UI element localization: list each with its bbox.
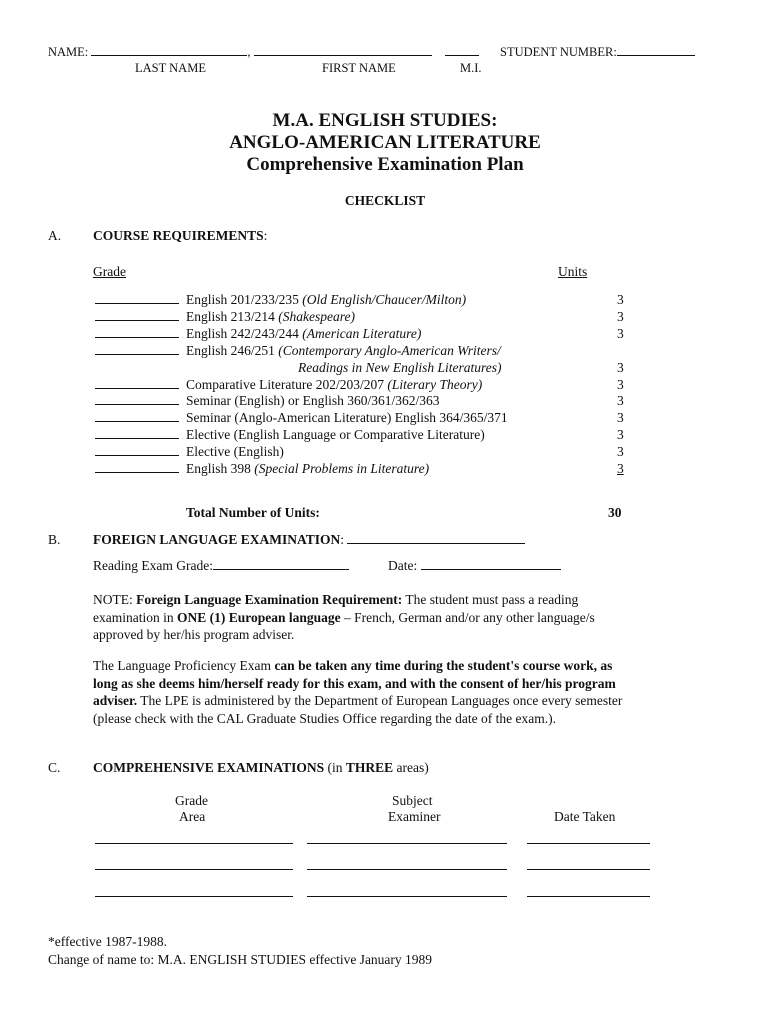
reading-grade-row [93, 558, 349, 574]
name-line [48, 45, 479, 60]
course-units: 3 [617, 359, 624, 375]
course-units: 3 [617, 393, 624, 409]
section-a-heading: COURSE REQUIREMENTS: [93, 228, 268, 243]
exam2-examiner-field[interactable] [307, 869, 507, 870]
subject-examiner-header-line2: Examiner [388, 809, 441, 824]
course-units: 3 [617, 308, 624, 324]
exam3-date-field[interactable] [527, 896, 650, 897]
course-units: 3 [617, 292, 624, 307]
section-b-heading: FOREIGN LANGUAGE EXAMINATION: [93, 532, 525, 548]
total-units-value: 30 [608, 505, 622, 520]
course-grade-field[interactable] [95, 303, 179, 304]
date-taken-header: Date Taken [554, 809, 616, 824]
total-units-label: Total Number of Units: [186, 505, 320, 520]
student-number-field[interactable] [617, 45, 695, 56]
course-grade-field[interactable] [95, 354, 179, 355]
section-a-letter: A. [48, 228, 62, 243]
last-name-field[interactable] [91, 45, 247, 56]
units-column-header: Units [558, 264, 588, 279]
subject-examiner-header-line1: Subject [392, 793, 433, 808]
lpe-paragraph: The Language Proficiency Exam can be taken any time during the student's course work, as long as she deems him/herself ready for this exam, and with the consent of her/his program adviser. The LPE is administered by the Department of European Languages once every semester (please check with the CAL Graduate Studies Office regarding the date of the exam.). [93, 658, 623, 726]
course-name: Readings in New English Literatures) [298, 359, 502, 375]
student-number-label: STUDENT NUMBER: [500, 45, 617, 59]
course-units: 3 [617, 461, 624, 476]
course-name: Elective (English) [186, 444, 284, 460]
grade-area-header-line1: Grade [175, 793, 208, 808]
course-name: English 242/243/244 (American Literature) [186, 325, 422, 341]
course-grade-field[interactable] [95, 472, 179, 473]
course-grade-field[interactable] [95, 337, 179, 338]
last-name-caption: LAST NAME [135, 61, 206, 75]
first-name-field[interactable] [254, 45, 432, 56]
course-name: English 246/251 (Contemporary Anglo-American Writers/ [186, 342, 501, 358]
section-c-letter: C. [48, 760, 61, 775]
course-units: 3 [617, 325, 624, 341]
reading-grade-field[interactable] [213, 559, 349, 570]
exam1-grade-area-field[interactable] [95, 843, 293, 844]
course-units: 3 [617, 444, 624, 460]
course-name: English 201/233/235 (Old English/Chaucer/Milton) [186, 292, 467, 307]
student-number-line [500, 45, 695, 60]
course-grade-field[interactable] [95, 421, 179, 422]
exam2-grade-area-field[interactable] [95, 869, 293, 870]
exam2-date-field[interactable] [527, 869, 650, 870]
course-name: Elective (English Language or Comparative Literature) [186, 427, 485, 443]
reading-grade-label: Reading Exam Grade: [93, 558, 213, 573]
course-name: Seminar (Anglo-American Literature) English 364/365/371 [186, 410, 508, 426]
section-c-heading: COMPREHENSIVE EXAMINATIONS (in THREE areas) [93, 760, 429, 775]
footer-effective: *effective 1987-1988. [48, 934, 167, 949]
footer-name-change: Change of name to: M.A. ENGLISH STUDIES effective January 1989 [48, 952, 433, 967]
course-grade-field[interactable] [95, 388, 179, 389]
grade-column-header: Grade [93, 264, 126, 279]
mi-caption: M.I. [460, 61, 482, 75]
course-grade-field[interactable] [95, 438, 179, 439]
course-name: English 398 (Special Problems in Literature) [186, 461, 430, 476]
title-line-1: M.A. ENGLISH STUDIES: [272, 110, 498, 131]
exam1-examiner-field[interactable] [307, 843, 507, 844]
title-line-2: ANGLO-AMERICAN LITERATURE [229, 132, 541, 153]
course-grade-field[interactable] [95, 404, 179, 405]
mi-field[interactable] [445, 45, 479, 56]
course-grade-field[interactable] [95, 320, 179, 321]
comma: , [247, 45, 251, 59]
course-units: 3 [617, 376, 624, 392]
date-row [388, 558, 561, 574]
first-name-caption: FIRST NAME [322, 61, 396, 75]
checklist-heading: CHECKLIST [344, 193, 426, 208]
exam3-grade-area-field[interactable] [95, 896, 293, 897]
grade-area-header-line2: Area [179, 809, 206, 824]
exam1-date-field[interactable] [527, 843, 650, 844]
course-units: 3 [617, 427, 624, 443]
course-name: English 213/214 (Shakespeare) [186, 308, 355, 324]
section-b-letter: B. [48, 532, 61, 547]
name-label: NAME: [48, 45, 89, 59]
language-field[interactable] [347, 533, 525, 544]
course-name: Comparative Literature 202/203/207 (Literary Theory) [186, 376, 483, 392]
date-field[interactable] [421, 559, 561, 570]
course-units: 3 [617, 410, 624, 426]
title-line-3: Comprehensive Examination Plan [246, 154, 524, 175]
course-grade-field[interactable] [95, 455, 179, 456]
exam3-examiner-field[interactable] [307, 896, 507, 897]
course-name: Seminar (English) or English 360/361/362/363 [186, 393, 440, 409]
note-paragraph: NOTE: Foreign Language Examination Requirement: The student must pass a reading examination in ONE (1) European language – French, German and/or any other language/s approved by her/his program adviser. [93, 592, 595, 642]
date-label: Date: [388, 558, 418, 573]
